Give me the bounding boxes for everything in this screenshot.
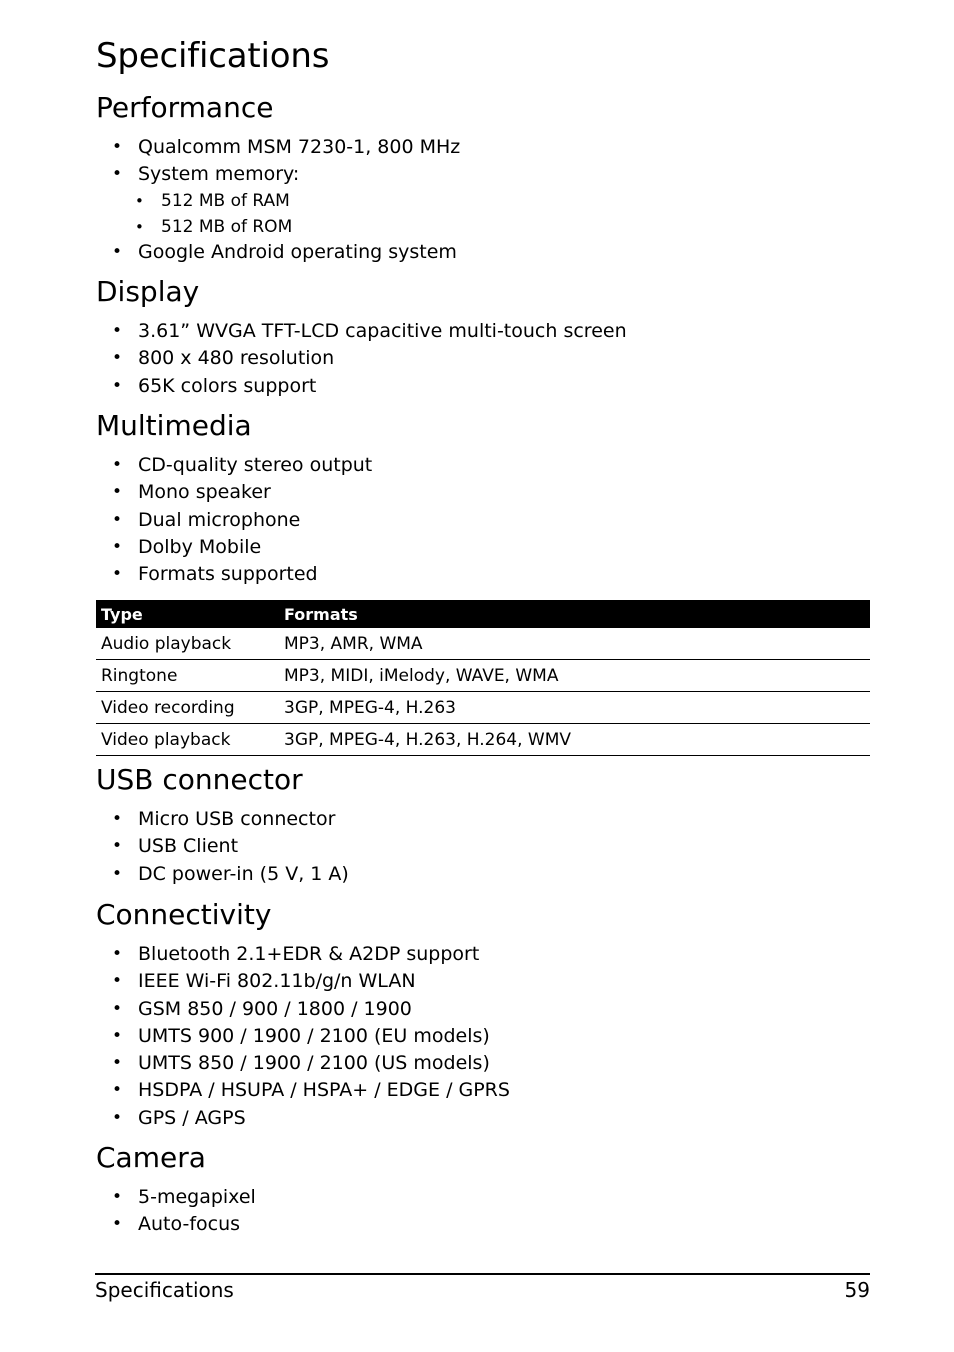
performance-memory-list [96,189,292,240]
list-item: • Auto-focus [96,1211,256,1238]
section-heading-performance: Performance [96,91,274,124]
list-item: • USB Client [96,833,349,860]
list-item: • GPS / AGPS [96,1105,510,1132]
list-item: • Qualcomm MSM 7230-1, 800 MHz [96,134,460,161]
list-item: • Google Android operating system [96,239,457,266]
table-cell-type: Video recording [96,692,279,724]
table-row [96,724,870,756]
list-item: • Mono speaker [96,479,372,506]
section-heading-camera: Camera [96,1141,206,1174]
list-item: • UMTS 850 / 1900 / 2100 (US models) [96,1050,510,1077]
list-item: • HSDPA / HSUPA / HSPA+ / EDGE / GPRS [96,1077,510,1104]
list-item: • Bluetooth 2.1+EDR & A2DP support [96,941,510,968]
section-heading-usb: USB connector [96,763,303,796]
multimedia-list [96,452,372,588]
performance-list-continued [96,239,457,266]
table-cell-type: Video playback [96,724,279,756]
table-cell-formats: MP3, MIDI, iMelody, WAVE, WMA [279,660,870,692]
table-row [96,660,870,692]
list-item: • 65K colors support [96,373,627,400]
column-header-formats: Formats [279,600,870,628]
list-item: • 5-megapixel [96,1184,256,1211]
table-cell-formats: 3GP, MPEG-4, H.263, H.264, WMV [279,724,870,756]
list-item: • Dual microphone [96,507,372,534]
table-header-row [96,600,870,628]
connectivity-list [96,941,510,1132]
table-cell-formats: 3GP, MPEG-4, H.263 [279,692,870,724]
list-item: • Dolby Mobile [96,534,372,561]
camera-list [96,1184,256,1239]
list-item: • 512 MB of ROM [96,215,292,241]
list-item: • 800 x 480 resolution [96,345,627,372]
footer-section-title: Specifications [95,1278,234,1302]
column-header-type: Type [96,600,279,628]
footer-rule [95,1273,870,1275]
list-item: • DC power-in (5 V, 1 A) [96,861,349,888]
table-cell-type: Ringtone [96,660,279,692]
table-row [96,628,870,660]
list-item: • Formats supported [96,561,372,588]
section-heading-connectivity: Connectivity [96,898,272,931]
table-row [96,692,870,724]
formats-table [96,600,870,756]
display-list [96,318,627,400]
section-heading-multimedia: Multimedia [96,409,252,442]
list-item: • UMTS 900 / 1900 / 2100 (EU models) [96,1023,510,1050]
list-item: • System memory: [96,161,460,188]
list-item: • GSM 850 / 900 / 1800 / 1900 [96,996,510,1023]
table-cell-type: Audio playback [96,628,279,660]
list-item: • 512 MB of RAM [96,189,292,215]
list-item: • CD-quality stereo output [96,452,372,479]
performance-list [96,134,460,189]
page-title: Specifications [96,36,330,76]
list-item: • 3.61” WVGA TFT-LCD capacitive multi-touch screen [96,318,627,345]
page-number: 59 [844,1278,870,1302]
list-item: • IEEE Wi-Fi 802.11b/g/n WLAN [96,968,510,995]
usb-list [96,806,349,888]
table-cell-formats: MP3, AMR, WMA [279,628,870,660]
list-item: • Micro USB connector [96,806,349,833]
section-heading-display: Display [96,275,200,308]
